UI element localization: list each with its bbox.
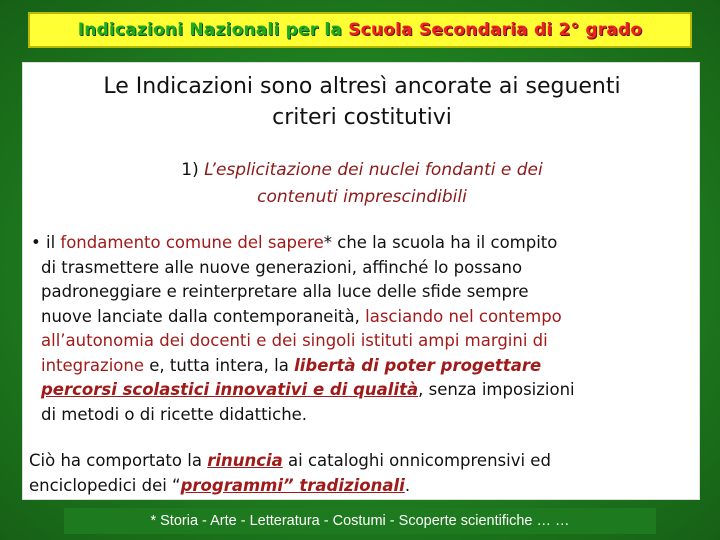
text-run: e, tutta intera, la [143, 355, 295, 375]
criterion-line-2: contenuti imprescindibili [257, 187, 467, 207]
heading-line-1: Le Indicazioni sono altresì ancorate ai seguenti [103, 74, 621, 99]
highlight-rinuncia: rinuncia [207, 451, 283, 470]
bullet-line-3: padroneggiare e reinterpretare alla luce delle sfide sempre [41, 282, 529, 301]
bullet-line-5: all’autonomia dei docenti e dei singoli istituti ampi margini di [41, 331, 548, 350]
conclusion-line-2 [29, 474, 697, 499]
highlight-lasciando: lasciando nel contempo [365, 306, 562, 326]
section-heading [23, 71, 701, 133]
text-run: ai cataloghi onnicomprensivi ed [282, 451, 551, 470]
conclusion-line-1 [29, 449, 697, 474]
conclusion-paragraph [29, 449, 697, 498]
text-run: nuove lanciate dalla contemporaneità, [41, 306, 366, 326]
criterion-line-1: L’esplicitazione dei nuclei fondanti e dei [204, 160, 543, 180]
highlight-fondamento: fondamento comune del sapere [60, 233, 324, 252]
bullet-line-4 [31, 305, 695, 330]
bullet-paragraph [31, 231, 695, 427]
text-run: , senza imposizioni [418, 380, 575, 399]
heading-line-2: criteri costitutivi [272, 105, 452, 130]
text-run: Ciò ha comportato la [29, 451, 208, 470]
text-run: il [45, 233, 61, 252]
footer-text: * Storia - Arte - Letteratura - Costumi - Scoperte scientifiche … … [150, 513, 570, 529]
highlight-percorsi: percorsi scolastici innovativi e di qualità [41, 380, 419, 399]
criterion-number: 1) [181, 160, 205, 180]
bullet-line-7 [31, 378, 695, 403]
bullet-line-2: di trasmettere alle nuove generazioni, affinché lo possano [41, 257, 523, 277]
criterion-1 [23, 157, 701, 211]
title-part-1: Indicazioni Nazionali per la [77, 20, 349, 40]
highlight-programmi: programmi” tradizionali [180, 475, 405, 495]
page-title [78, 20, 643, 40]
content-panel [22, 62, 700, 500]
text-run: . [404, 475, 411, 495]
title-part-2: Scuola Secondaria di 2° grado [348, 20, 643, 40]
highlight-liberta: libertà di poter progettare [294, 355, 542, 375]
bullet-marker: • [31, 233, 46, 252]
highlight-integrazione: integrazione [41, 355, 144, 375]
bullet-line-1 [31, 231, 695, 256]
title-banner [28, 12, 692, 48]
text-run: * che la scuola ha il compito [323, 233, 558, 252]
footer-note [64, 508, 656, 534]
bullet-line-6 [31, 354, 695, 379]
text-run: enciclopedici dei “ [29, 475, 181, 495]
bullet-line-8: di metodi o di ricette didattiche. [41, 404, 308, 424]
